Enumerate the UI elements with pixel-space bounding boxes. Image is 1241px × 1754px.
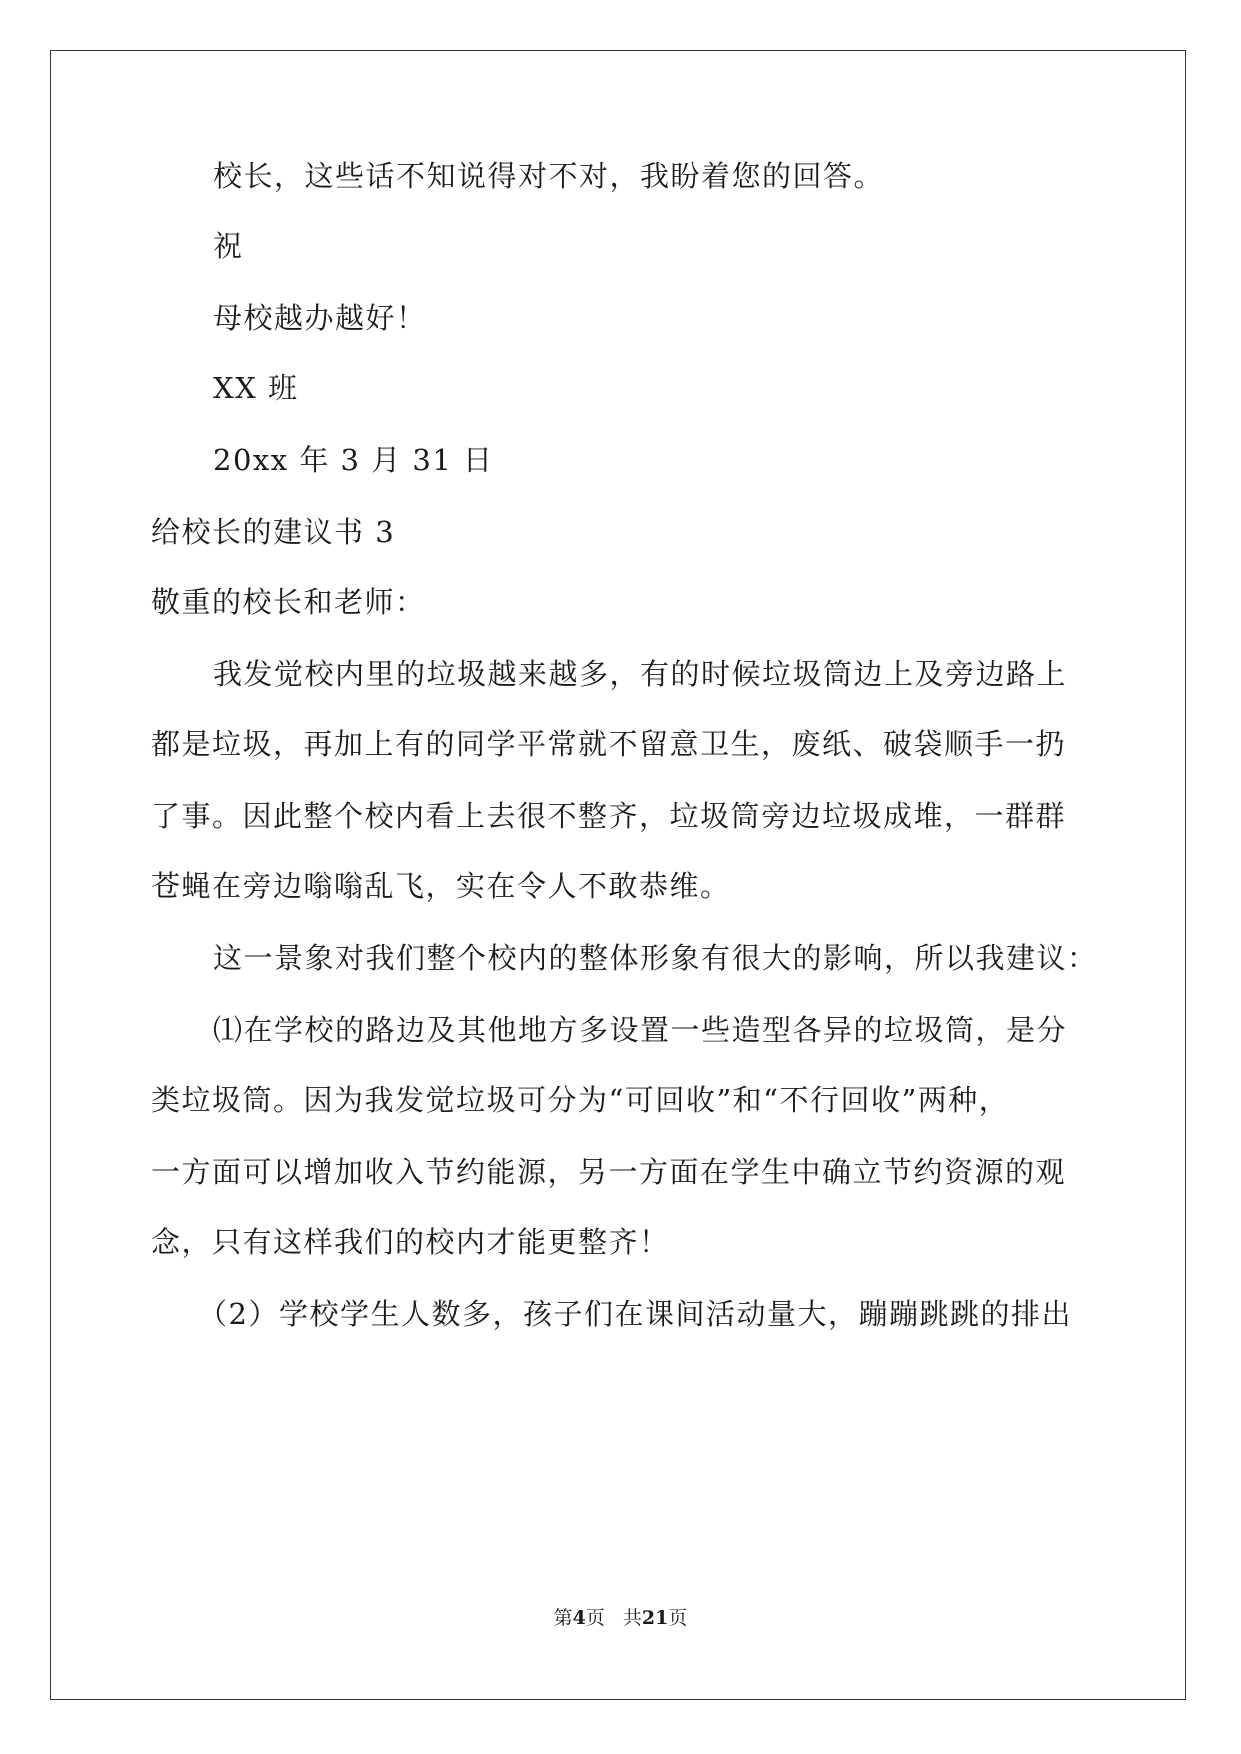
footer-total-suffix: 页 — [668, 1607, 688, 1629]
paragraph-line: 这一景象对我们整个校内的整体形象有很大的影响，所以我建议： — [213, 941, 1098, 975]
footer-page-current: 4 — [572, 1607, 586, 1629]
wish-line: 母校越办越好！ — [213, 301, 427, 335]
paragraph-line: 念，只有这样我们的校内才能更整齐！ — [151, 1225, 670, 1259]
paragraph-line: 苍蝇在旁边嗡嗡乱飞，实在令人不敢恭维。 — [151, 869, 731, 903]
paragraph-line: 一方面可以增加收入节约能源，另一方面在学生中确立节约资源的观 — [151, 1155, 1067, 1189]
paragraph-line: 了事。因此整个校内看上去很不整齐，垃圾筒旁边垃圾成堆，一群群 — [151, 799, 1067, 833]
closing-line: 校长，这些话不知说得对不对，我盼着您的回答。 — [213, 159, 885, 193]
footer-page-prefix: 第 — [553, 1607, 573, 1629]
footer-page-total: 21 — [641, 1607, 669, 1629]
paragraph-line: 类垃圾筒。因为我发觉垃圾可分为“可回收”和“不行回收”两种， — [151, 1083, 1010, 1117]
salutation-zhu: 祝 — [213, 229, 244, 263]
letter-greeting: 敬重的校长和老师： — [151, 585, 426, 619]
footer-total-prefix: 共 — [622, 1607, 642, 1629]
paragraph-line: （2）学校学生人数多，孩子们在课间活动量大，蹦蹦跳跳的排出 — [198, 1297, 1072, 1331]
page-footer — [0, 1606, 1241, 1630]
section-title: 给校长的建议书 3 — [151, 515, 396, 549]
signature-date: 20xx 年 3 月 31 日 — [213, 443, 494, 477]
paragraph-line: ⑴在学校的路边及其他地方多设置一些造型各异的垃圾筒，是分 — [213, 1013, 1068, 1047]
paragraph-line: 都是垃圾，再加上有的同学平常就不留意卫生，废纸、破袋顺手一扔 — [151, 727, 1067, 761]
signature-class: XX 班 — [213, 371, 299, 405]
paragraph-line: 我发觉校内里的垃圾越来越多，有的时候垃圾筒边上及旁边路上 — [213, 657, 1068, 691]
footer-page-suffix: 页 — [585, 1607, 605, 1629]
